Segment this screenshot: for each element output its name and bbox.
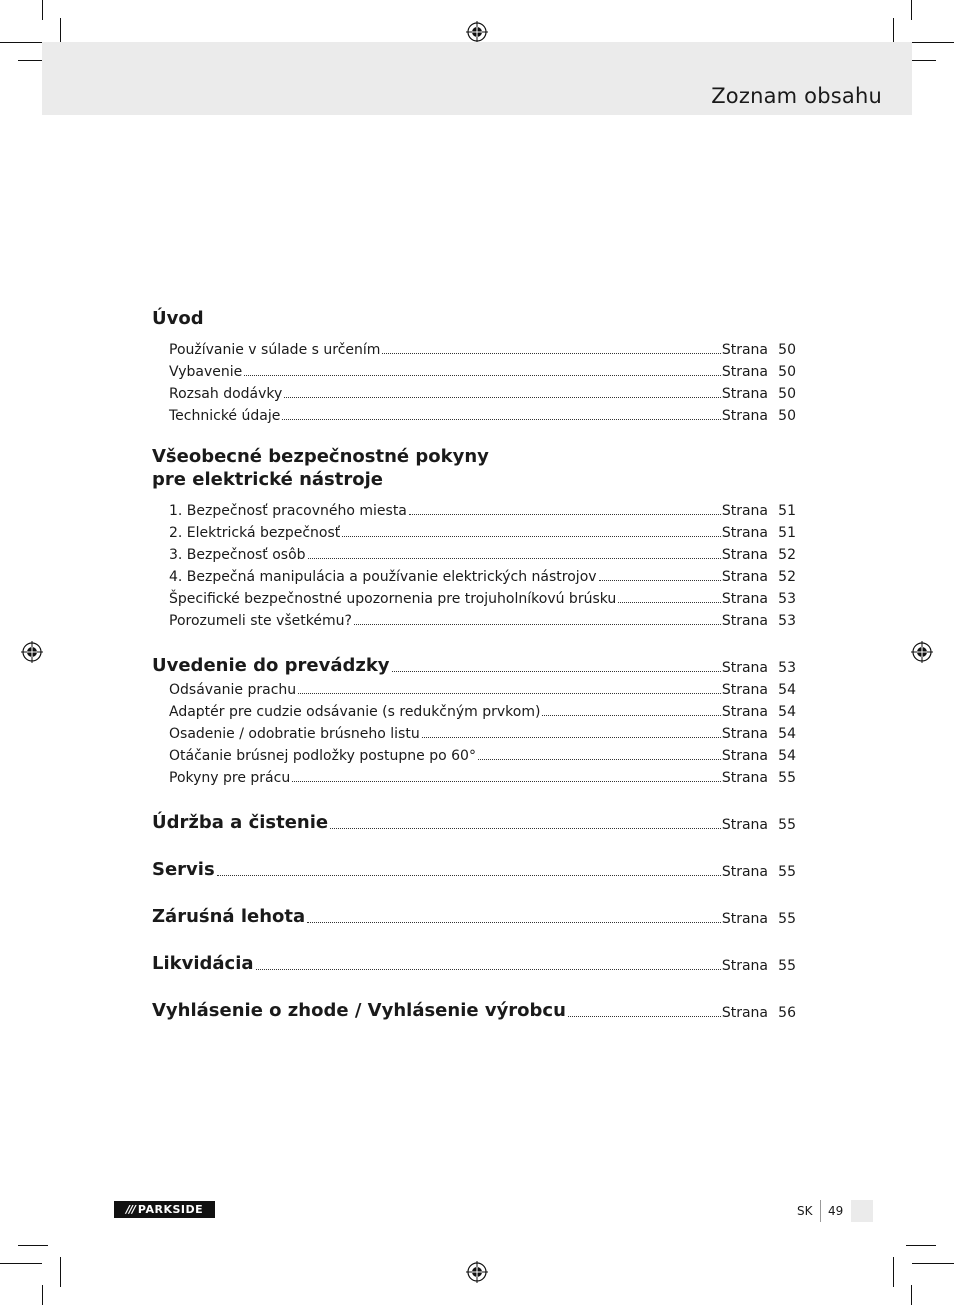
toc-section-safety [152, 445, 796, 629]
toc-entry[interactable] [152, 607, 796, 629]
entry-label: Používanie v súlade s určením [169, 342, 381, 358]
entry-strana: Strana [721, 682, 768, 698]
entry-page: 54 [778, 704, 796, 720]
leader-dots [599, 580, 721, 581]
leader-dots [298, 693, 721, 694]
toc-entry[interactable] [152, 676, 796, 698]
entry-label: 1. Bezpečnosť pracovného miesta [169, 503, 407, 519]
logo-text: PARKSIDE [137, 1203, 204, 1216]
crop-mark [60, 1257, 61, 1287]
toc-major-entry[interactable] [152, 854, 796, 880]
entry-label: Odsávanie prachu [169, 682, 297, 698]
entry-strana: Strana [721, 525, 768, 541]
entry-strana: Strana [721, 364, 768, 380]
entry-page: 52 [778, 547, 796, 563]
toc-entry[interactable] [152, 720, 796, 742]
crop-mark [0, 42, 42, 43]
page-number: 49 [828, 1204, 844, 1218]
entry-strana: Strana [721, 408, 768, 424]
entry-strana: Strana [721, 770, 768, 786]
registration-mark-icon [466, 1261, 488, 1283]
entry-page: 50 [778, 342, 796, 358]
leader-dots [542, 715, 720, 716]
entry-strana: Strana [721, 1005, 768, 1021]
entry-page: 54 [778, 748, 796, 764]
entry-strana: Strana [721, 569, 768, 585]
toc-major-entry[interactable] [152, 901, 796, 927]
leader-dots [256, 969, 721, 970]
leader-dots [478, 759, 721, 760]
toc-entry[interactable] [152, 497, 796, 519]
entry-strana: Strana [721, 726, 768, 742]
section-heading: Úvod [152, 308, 204, 329]
entry-label: Porozumeli ste všetkému? [169, 613, 352, 629]
leader-dots [568, 1016, 721, 1017]
leader-dots [382, 353, 720, 354]
leader-dots [307, 922, 721, 923]
entry-label: Vybavenie [169, 364, 243, 380]
toc-section-startup [152, 650, 796, 786]
crop-mark [0, 1263, 42, 1264]
entry-strana: Strana [721, 704, 768, 720]
toc-major-entry[interactable] [152, 995, 796, 1021]
entry-label: Otáčanie brúsnej podložky postupne po 60° [169, 748, 476, 764]
footer-tab [851, 1200, 873, 1222]
toc-entry[interactable] [152, 380, 796, 402]
section-heading: Likvidácia [152, 953, 254, 974]
leader-dots [422, 737, 721, 738]
toc-section-maintenance [152, 807, 796, 833]
entry-page: 51 [778, 525, 796, 541]
crop-mark [42, 0, 43, 20]
leader-dots [284, 397, 721, 398]
entry-page: 55 [778, 911, 796, 927]
registration-mark-icon [911, 641, 933, 663]
toc-entry[interactable] [152, 402, 796, 424]
leader-dots [330, 828, 721, 829]
entry-strana: Strana [721, 591, 768, 607]
entry-page: 55 [778, 770, 796, 786]
toc-entry[interactable] [152, 742, 796, 764]
section-heading: Servis [152, 859, 215, 880]
entry-page: 55 [778, 864, 796, 880]
toc-entry[interactable] [152, 585, 796, 607]
leader-dots [308, 558, 721, 559]
toc-entry[interactable] [152, 563, 796, 585]
entry-label: 2. Elektrická bezpečnosť [169, 525, 341, 541]
entry-page: 53 [778, 660, 796, 676]
toc-section-warranty [152, 901, 796, 927]
entry-page: 55 [778, 817, 796, 833]
entry-label: Adaptér pre cudzie odsávanie (s redukčným prvkom) [169, 704, 541, 720]
entry-strana: Strana [721, 911, 768, 927]
section-heading: Uvedenie do prevádzky [152, 655, 390, 676]
entry-page: 55 [778, 958, 796, 974]
crop-mark [893, 1257, 894, 1287]
leader-dots [244, 375, 721, 376]
entry-label: Špecifické bezpečnostné upozornenia pre trojuholníkovú brúsku [169, 591, 617, 607]
section-heading: Záruśná lehota [152, 906, 306, 927]
toc-entry[interactable] [152, 358, 796, 380]
logo-stripes: /// [125, 1203, 135, 1216]
entry-label: Osadenie / odobratie brúsneho listu [169, 726, 420, 742]
leader-dots [282, 419, 720, 420]
entry-page: 53 [778, 591, 796, 607]
entry-strana: Strana [721, 342, 768, 358]
crop-mark [18, 1245, 48, 1246]
toc-major-entry[interactable] [152, 948, 796, 974]
language-code: SK [797, 1204, 813, 1218]
crop-mark [912, 42, 954, 43]
entry-strana: Strana [721, 386, 768, 402]
entry-page: 50 [778, 364, 796, 380]
entry-label: Pokyny pre prácu [169, 770, 291, 786]
entry-strana: Strana [721, 817, 768, 833]
entry-page: 52 [778, 569, 796, 585]
toc-entry[interactable] [152, 698, 796, 720]
section-heading-line: pre elektrické nástroje [152, 469, 383, 490]
crop-mark [912, 1263, 954, 1264]
entry-page: 54 [778, 682, 796, 698]
section-heading [152, 445, 796, 491]
leader-dots [342, 536, 721, 537]
crop-mark [911, 0, 912, 20]
leader-dots [217, 875, 721, 876]
toc-entry[interactable] [152, 764, 796, 786]
entry-page: 53 [778, 613, 796, 629]
entry-strana: Strana [721, 748, 768, 764]
toc-major-entry[interactable] [152, 650, 796, 676]
registration-mark-icon [466, 21, 488, 43]
entry-strana: Strana [721, 613, 768, 629]
leader-dots [392, 671, 721, 672]
leader-dots [409, 514, 721, 515]
entry-label: 4. Bezpečná manipulácia a používanie elektrických nástrojov [169, 569, 597, 585]
toc-entry[interactable] [152, 336, 796, 358]
leader-dots [292, 781, 721, 782]
section-heading: Údržba a čistenie [152, 812, 329, 833]
entry-strana: Strana [721, 958, 768, 974]
entry-strana: Strana [721, 547, 768, 563]
toc-section-service [152, 854, 796, 880]
footer-divider [820, 1200, 821, 1222]
toc-entry[interactable] [152, 519, 796, 541]
entry-label: Technické údaje [169, 408, 281, 424]
table-of-contents [152, 307, 796, 1042]
toc-section-declaration [152, 995, 796, 1021]
section-heading-line: Všeobecné bezpečnostné pokyny [152, 446, 489, 467]
entry-strana: Strana [721, 660, 768, 676]
section-heading: Vyhlásenie o zhode / Vyhlásenie výrobcu [152, 1000, 566, 1021]
entry-label: 3. Bezpečnosť osôb [169, 547, 306, 563]
entry-page: 50 [778, 386, 796, 402]
entry-page: 50 [778, 408, 796, 424]
crop-mark [906, 1245, 936, 1246]
toc-entry[interactable] [152, 541, 796, 563]
entry-strana: Strana [721, 503, 768, 519]
entry-page: 56 [778, 1005, 796, 1021]
page-title: Zoznam obsahu [711, 84, 882, 108]
crop-mark [42, 1285, 43, 1305]
toc-major-entry[interactable] [152, 807, 796, 833]
toc-section-disposal [152, 948, 796, 974]
entry-label: Rozsah dodávky [169, 386, 283, 402]
crop-mark [911, 1285, 912, 1305]
parkside-logo [114, 1201, 215, 1218]
registration-mark-icon [21, 641, 43, 663]
entry-strana: Strana [721, 864, 768, 880]
toc-section-uvod [152, 307, 796, 424]
leader-dots [354, 624, 721, 625]
leader-dots [618, 602, 721, 603]
entry-page: 54 [778, 726, 796, 742]
entry-page: 51 [778, 503, 796, 519]
